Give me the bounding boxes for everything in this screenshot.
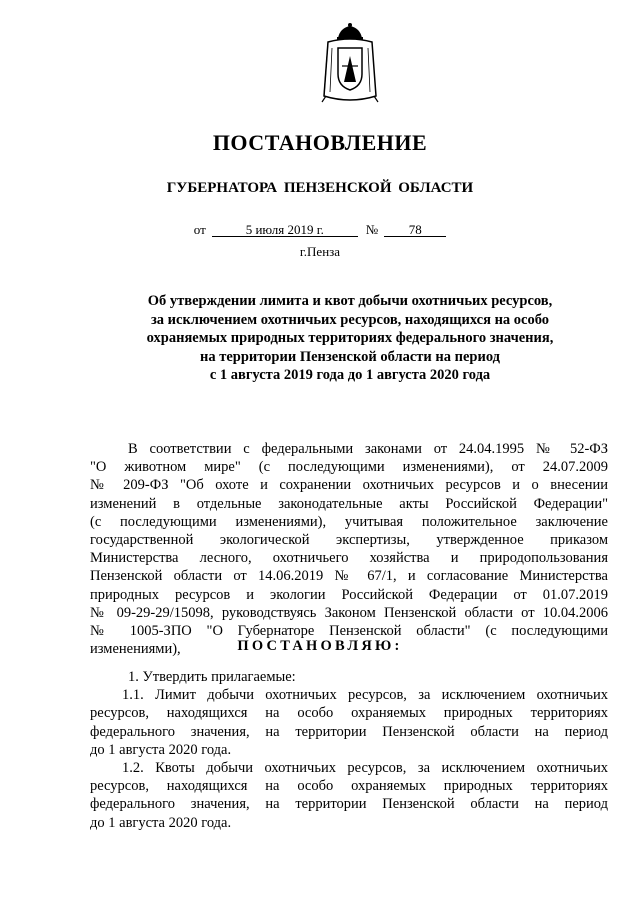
document-date: 5 июля 2019 г.	[212, 223, 358, 237]
item-1-1-line: 1.1. Лимит добычи охотничьих ресурсов, за исключением охотничьих	[122, 687, 608, 704]
preamble-line: "О животном мире" (с последующими изменениями), от 24.07.2009	[90, 459, 608, 476]
number-prefix: №	[365, 222, 379, 237]
item-1: 1. Утвердить прилагаемые:	[128, 669, 296, 685]
preamble-line: природных ресурсов и экологии Российской Федерации от 01.07.2019	[90, 586, 608, 603]
item-1-1-line: до 1 августа 2020 года.	[90, 741, 232, 758]
preamble-line: (с последующими изменениями), учитывая положительное заключение	[90, 513, 608, 530]
item-1-2-line: ресурсов, находящихся на особо охраняемых природных территориях	[90, 778, 608, 795]
preamble-line: Министерства лесного, охотничьего хозяйства и природопользования	[90, 550, 608, 567]
subject-line: Об утверждении лимита и квот добычи охотничьих ресурсов,	[147, 293, 553, 309]
subject-line: за исключением охотничьих ресурсов, находящихся на особо	[150, 311, 550, 328]
document-number: 78	[384, 223, 446, 237]
document-title: ПОСТАНОВЛЕНИЕ	[212, 130, 428, 155]
preamble-line: № 09-29-29/15098, руководствуясь Законом Пензенской области от 10.04.2006	[90, 604, 608, 621]
document-subject	[100, 292, 600, 385]
issuing-authority: ГУБЕРНАТОРА ПЕНЗЕНСКОЙ ОБЛАСТИ	[166, 180, 474, 196]
preamble-line: № 1005-ЗПО "О Губернаторе Пензенской области" (с последующими	[90, 623, 608, 640]
preamble-line: Пензенской области от 14.06.2019 № 67/1, и согласование Министерства	[90, 568, 608, 585]
item-1-2-line: до 1 августа 2020 года.	[90, 814, 232, 831]
coat-of-arms-icon	[318, 22, 382, 106]
item-1-1-line: ресурсов, находящихся на особо охраняемых природных территориях	[90, 705, 608, 722]
item-1-2-line: федерального значения, на территории Пензенской области на период	[90, 796, 608, 813]
preamble-line: изменениями),	[90, 641, 181, 658]
resolution-items	[90, 668, 608, 832]
preamble-paragraph	[90, 440, 608, 658]
preamble-line: № 209-ФЗ "Об охоте и сохранении охотничьих ресурсов и о внесении	[90, 477, 608, 494]
item-1-2-line: 1.2. Квоты добычи охотничьих ресурсов, за исключением охотничьих	[122, 760, 608, 777]
subject-line: на территории Пензенской области на период	[199, 348, 501, 365]
decree-heading: ПОСТАНОВЛЯЮ:	[237, 638, 403, 654]
preamble-line: государственной экологической экспертизы, утвержденное приказом	[90, 532, 608, 549]
date-prefix: от	[193, 222, 206, 237]
preamble-line: изменений в отдельные законодательные акты Российской Федерации"	[90, 495, 608, 512]
subject-line: с 1 августа 2019 года до 1 августа 2020 года	[209, 367, 491, 383]
city: г.Пенза	[299, 244, 341, 259]
date-number-line	[0, 222, 640, 238]
item-1-1-line: федерального значения, на территории Пензенской области на период	[90, 723, 608, 740]
subject-line: охраняемых природных территориях федерального значения,	[146, 330, 554, 346]
preamble-line: В соответствии с федеральными законами от 24.04.1995 № 52-ФЗ	[128, 441, 608, 457]
